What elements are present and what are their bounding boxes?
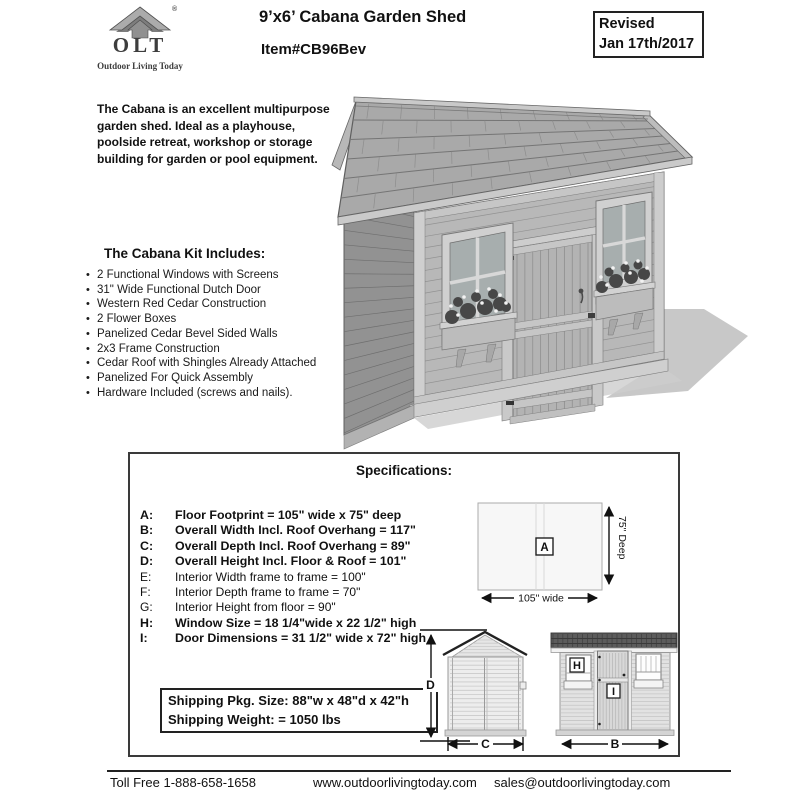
- window-h-label: H: [573, 660, 581, 672]
- door-latch: [588, 313, 595, 318]
- door-hinge: [506, 401, 514, 405]
- shipping-weight: Shipping Weight: = 1050 lbs: [168, 711, 341, 727]
- width-dim-label: 105" wide: [518, 592, 564, 605]
- revised-date: Jan 17th/2017: [599, 36, 695, 52]
- kit-item: • 2 Functional Windows with Screens: [86, 269, 279, 281]
- spec-row: E: Interior Width frame to frame = 100": [140, 569, 366, 584]
- page-title: 9’x6’ Cabana Garden Shed: [259, 8, 467, 26]
- spec-row: H: Window Size = 18 1/4"wide x 22 1/2" high: [140, 615, 417, 630]
- spec-row: B: Overall Width Incl. Roof Overhang = 117": [140, 523, 416, 538]
- spec-row: I: Door Dimensions = 31 1/2" wide x 72" high: [140, 631, 427, 646]
- door-i-label: I: [611, 686, 616, 698]
- spec-row: G: Interior Height from floor = 90": [140, 600, 336, 615]
- footer-website: www.outdoorlivingtoday.com: [313, 775, 477, 790]
- revised-label: Revised: [599, 16, 655, 32]
- revised-box: [593, 11, 704, 58]
- depth-dim-label: 75" Deep: [616, 516, 628, 560]
- footer-divider: [107, 770, 731, 772]
- floorplan-a-label: A: [540, 542, 549, 554]
- kit-item: • 2x3 Frame Construction: [86, 342, 220, 355]
- height-dim-label: D: [426, 678, 435, 692]
- logo-subtitle: Outdoor Living Today: [97, 61, 183, 71]
- spec-row: C: Overall Depth Incl. Roof Overhang = 89": [140, 538, 411, 553]
- kit-item: • Western Red Cedar Construction: [86, 298, 267, 311]
- front-view-diagram: [551, 633, 677, 751]
- shed-3d-rendering: [330, 85, 750, 450]
- kit-item: • Cedar Roof with Shingles Already Attached: [86, 357, 317, 370]
- side-latch: [520, 682, 526, 689]
- logo-abbr: OLT: [112, 33, 168, 57]
- side-view-diagram: [420, 630, 546, 751]
- spec-diagrams: [130, 454, 678, 755]
- footer-email: sales@outdoorlivingtoday.com: [494, 775, 671, 790]
- kit-item: • Hardware Included (screws and nails).: [86, 386, 293, 399]
- spec-row: A: Floor Footprint = 105" wide x 75" deep: [140, 508, 402, 522]
- kit-item: • Panelized For Quick Assembly: [86, 371, 253, 384]
- footer-phone: Toll Free 1-888-658-1658: [110, 775, 256, 790]
- item-number: Item#CB96Bev: [261, 41, 367, 58]
- company-logo: [86, 4, 194, 76]
- spec-row: F: Interior Depth frame to frame = 70": [140, 584, 361, 599]
- kit-heading: The Cabana Kit Includes:: [104, 246, 266, 261]
- shipping-size: Shipping Pkg. Size: 88"w x 48"d x 42"h: [168, 693, 410, 708]
- kit-item: • 31" Wide Functional Dutch Door: [86, 283, 261, 296]
- width-b-label: B: [610, 737, 620, 751]
- specifications-box: [128, 452, 680, 757]
- floorplan-diagram: [478, 503, 628, 605]
- kit-item: • Panelized Cedar Bevel Sided Walls: [86, 327, 278, 340]
- intro-paragraph: The Cabana is an excellent multipurpose garden shed. Ideal as a playhouse, poolside retreat, workshop or storage building for garden or pool equipment.: [97, 102, 330, 166]
- kit-item: • 2 Flower Boxes: [86, 313, 177, 326]
- kit-list: [86, 268, 366, 400]
- registered-mark: ®: [172, 6, 178, 13]
- depth-c-label: C: [481, 737, 490, 751]
- spec-row: D: Overall Height Incl. Floor & Roof = 101": [140, 554, 407, 569]
- front-right-window: [636, 654, 661, 680]
- specifications-heading: Specifications:: [355, 463, 453, 478]
